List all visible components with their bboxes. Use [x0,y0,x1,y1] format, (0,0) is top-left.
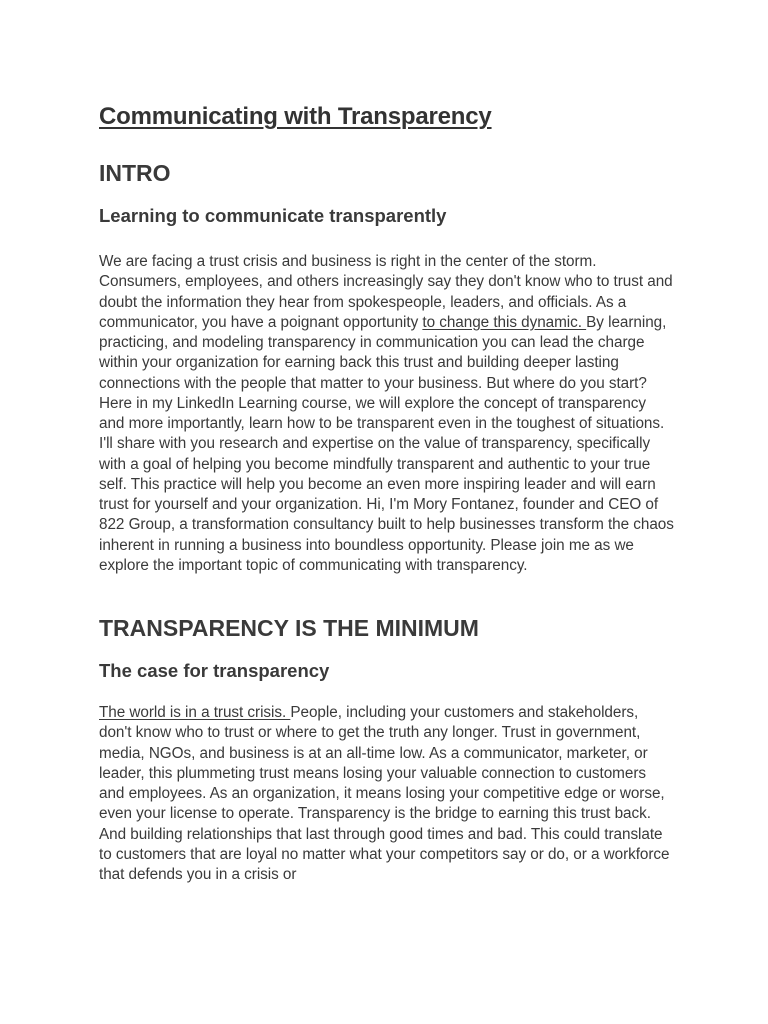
document-title: Communicating with Transparency [99,103,492,130]
intro-section [99,158,674,576]
transparency-paragraph [99,703,674,885]
intro-paragraph [99,252,674,576]
transparency-paragraph-text: People, including your customers and stakeholders, don't know who to trust or where to get the truth any longer. Trust in government, media, NGOs, and business is at an all-time low. As a communicator, marketer, or leader, this plummeting trust means losing your valuable connection to customers and employees. As an organization, it means losing your competitive edge or worse, even your license to operate. Transparency is the bridge to earning this trust back. And building relationships that last through good times and bad. This could translate to customers that are loyal no matter what your competitors say or do, or a workforce that defends you in a crisis or [99,704,670,883]
trust-crisis-link[interactable]: The world is in a trust crisis. [99,704,291,721]
section-heading-intro: INTRO [99,160,171,186]
section-heading-transparency-minimum: TRANSPARENCY IS THE MINIMUM [99,615,479,641]
section-subheading-case-for-transparency: The case for transparency [99,660,330,681]
section-subheading-intro: Learning to communicate transparently [99,205,447,226]
intro-paragraph-text-2: By learning, practicing, and modeling transparency in communication you can lead the charge within your organization for earning back this trust and building deeper lasting connections with the people that matter to your business. But where do you start? Here in my LinkedIn Learning course, we will explore the concept of transparency and more importantly, learn how to be transparent even in the toughest of situations. I'll share with you research and expertise on the value of transparency, specifically with a goal of helping you become mindfully transparent and authentic to your true self. This practice will help you become an even more inspiring leader and will earn trust for yourself and your organization. Hi, I'm Mory Fontanez, founder and CEO of 822 Group, a transformation consultancy built to help businesses transform the chaos inherent in running a business into boundless opportunity. Please join me as we explore the important topic of communicating with transparency. [99,313,674,574]
document-page [99,102,674,885]
change-dynamic-link[interactable]: to change this dynamic. [422,313,587,331]
intro-paragraph-text-1: We are facing a trust crisis and business is right in the center of the storm. Consumers, employees, and others increasingly say they don't know who to trust and doubt the information they hear from spokespeople, leaders, and officials. As a communicator, you have a poignant opportunity [99,253,673,331]
transparency-minimum-section [99,613,674,885]
